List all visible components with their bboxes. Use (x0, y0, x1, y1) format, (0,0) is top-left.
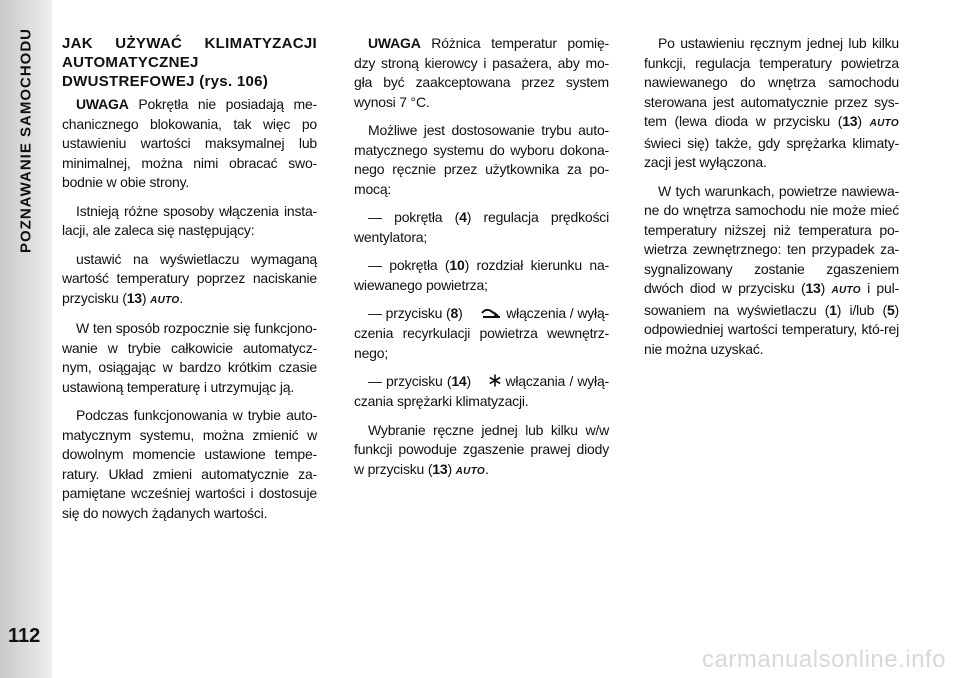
list-item: — pokrętła (10) rozdział kierunku na-wiewanego powietrza; (354, 257, 609, 293)
list-item: — przycisku (14) włączania / wyłą-czania sprężarki klimatyzacji. (354, 373, 610, 410)
paragraph: W ten sposób rozpocznie się funkcjono-wanie w trybie całkowicie automatycz-nym, osiągając w bardzo krótkim czasie ustawioną temperaturę i utrzymując ją. (62, 320, 317, 395)
note-paragraph: UWAGA Różnica temperatur pomię-dzy stroną kierowcy i pasażera, aby mo-gła być zaakceptowana przez system wynosi 7 °C. (354, 35, 609, 110)
page-number: 112 (8, 625, 41, 647)
section-title: POZNAWANIE SAMOCHODU (17, 28, 35, 254)
paragraph: W tych warunkach, powietrze nawiewa-ne do wnętrza samochodu nie może mieć temperatury niższej niż temperatura po-wietrza zewnętrznego: ten przypadek za-sygnalizowany zostanie zgaszeniem dwóch diod w przycisku (13) AUTO i pul-sowaniem na wyświetlaczu (1) i/lub (5) odpowiedniej wartości temperatury, któ-rej nie można uzyskać. (644, 182, 899, 357)
note-paragraph: UWAGA Pokrętła nie posiadają me-chanicznego blokowania, tak więc po ustawieniu wartości maksymalnej lub minimalnej, można nimi obracać swo-bodnie w obie strony. (62, 96, 317, 190)
paragraph: Wybranie ręczne jednej lub kilku w/w funkcji powoduje zgaszenie prawej diody w przycisku (13) AUTO. (354, 421, 609, 477)
watermark: carmanualsonline.info (702, 646, 946, 673)
paragraph: Możliwe jest dostosowanie trybu auto-matycznego systemu do wyboru dokona-nego ręcznie przez użytkownika za po-mocą: (354, 122, 609, 197)
list-item: — przycisku (8) włączenia / wyłą-czenia recyrkulacji powietrza wewnętrz-nego; (354, 305, 610, 361)
snowflake-icon (475, 373, 501, 393)
paragraph: Istnieją różne sposoby włączenia insta-lacji, ale zaleca się następujący: (62, 202, 317, 238)
column-2 (354, 34, 609, 490)
recirculation-icon (466, 305, 502, 325)
paragraph: Podczas funkcjonowania w trybie auto-matycznym systemu, można zmienić w dowolnym momencie ustawione tempe-ratury. Układ zmieni automatycznie za-pamiętane wcześniej wartości i dostosuje się do nowych żądanych wartości. (62, 407, 317, 521)
list-item: — pokrętła (4) regulacja prędkości wentylatora; (354, 209, 609, 245)
section-heading: JAK UŻYWAĆ KLIMATYZACJI AUTOMATYCZNEJ DWUSTREFOWEJ (rys. 106) (62, 35, 317, 90)
instruction-paragraph: ustawić na wyświetlaczu wymaganą wartość temperatury poprzez naciskanie przycisku (13) AUTO. (62, 250, 317, 306)
column-1 (62, 34, 317, 532)
paragraph: Po ustawieniu ręcznym jednej lub kilku funkcji, regulacja temperatury powietrza nawiewanego do wnętrza samochodu sterowana jest automatycznie przez sys-tem (lewa dioda w przycisku (13) AUTO świeci się) także, gdy sprężarka klimaty-zacji jest wyłączona. (644, 35, 899, 170)
column-3 (644, 34, 899, 368)
sidebar (0, 0, 52, 678)
